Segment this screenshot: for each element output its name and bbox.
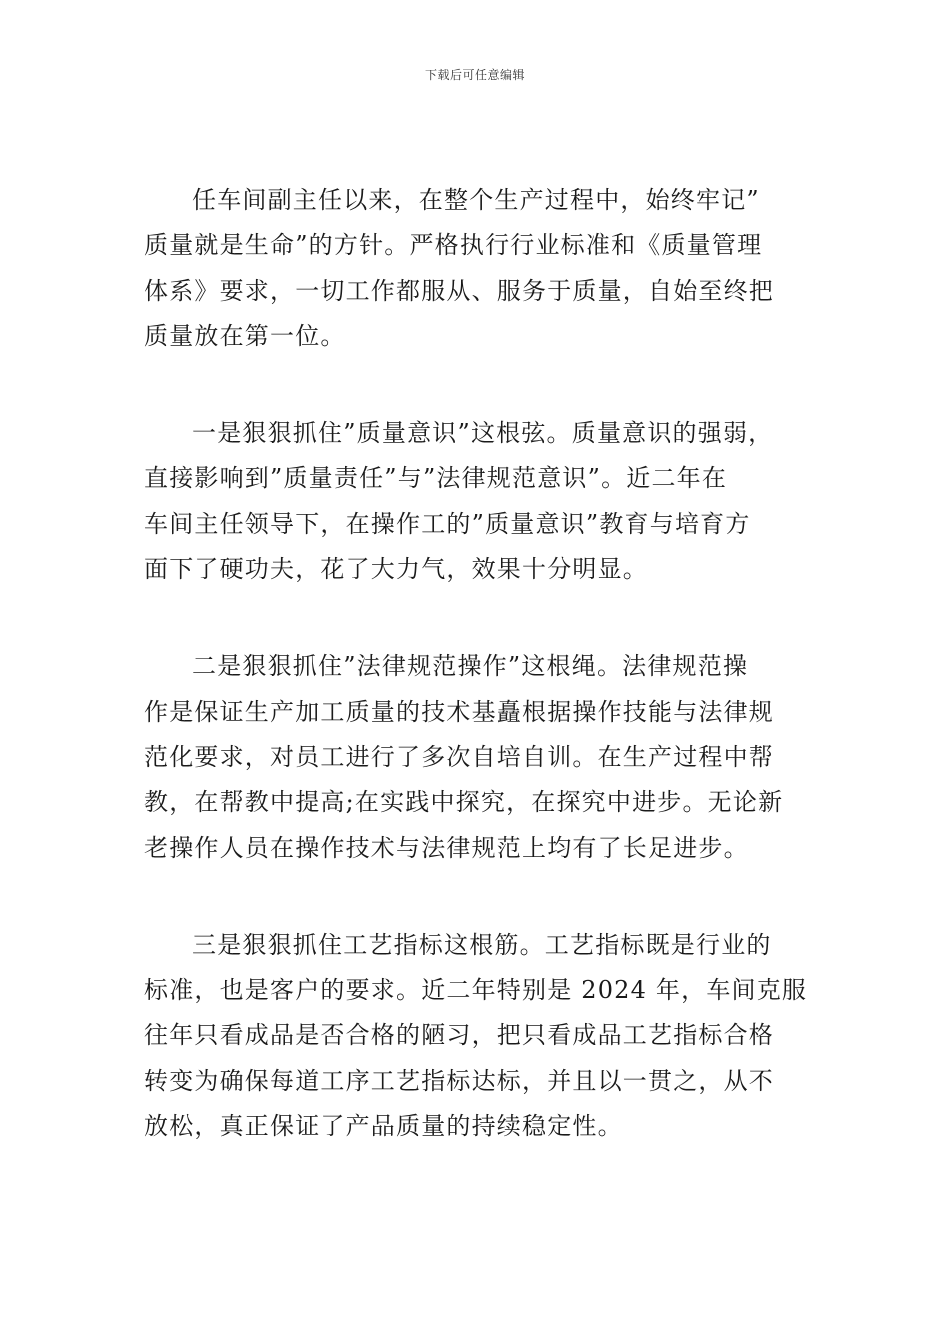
- text-line: 质量就是生命”的方针。严格执行行业标准和《质量管理: [144, 231, 763, 260]
- text-line: 一是狠狠抓住”质量意识”这根弦。质量意识的强弱，: [192, 419, 774, 448]
- text-line: 教，在帮教中提高;在实践中探究，在探究中进步。无论新: [144, 788, 784, 817]
- text-line: 二是狠狠抓住”法律规范操作”这根绳。法律规范操: [192, 652, 749, 681]
- text-line: 直接影响到”质量责任”与”法律规范意识”。近二年在: [144, 464, 728, 493]
- text-line: 作是保证生产加工质量的技术基矗根据操作技能与法律规: [144, 697, 774, 726]
- text-line: 体系》要求，一切工作都服从、服务于质量，自始至终把: [144, 276, 774, 305]
- text-line: 范化要求，对员工进行了多次自培自训。在生产过程中帮: [144, 742, 774, 771]
- text-line: 标准，也是客户的要求。近二年特别是 2024 年，车间克服: [144, 976, 808, 1005]
- text-line: 面下了硬功夫，花了大力气，效果十分明显。: [144, 555, 648, 584]
- text-line: 质量放在第一位。: [144, 321, 346, 350]
- text-line: 车间主任领导下，在操作工的”质量意识”教育与培育方: [144, 509, 751, 538]
- text-line: 三是狠狠抓住工艺指标这根筋。工艺指标既是行业的: [192, 930, 772, 959]
- paragraph-process-indicators: [144, 923, 834, 1149]
- document-body: [144, 178, 834, 1201]
- paragraph-quality-awareness: [144, 411, 834, 592]
- text-line: 老操作人员在操作技术与法律规范上均有了长足进步。: [144, 833, 749, 862]
- paragraph-standard-operation: [144, 644, 834, 870]
- text-line: 放松，真正保证了产品质量的持续稳定性。: [144, 1112, 623, 1141]
- text-line: 往年只看成品是否合格的陋习，把只看成品工艺指标合格: [144, 1021, 774, 1050]
- text-line: 任车间副主任以来，在整个生产过程中，始终牢记”: [192, 186, 760, 214]
- page-header: 下载后可任意编辑: [424, 68, 525, 82]
- text-line: 转变为确保每道工序工艺指标达标，并且以一贯之，从不: [144, 1066, 774, 1095]
- paragraph-intro: [144, 178, 834, 359]
